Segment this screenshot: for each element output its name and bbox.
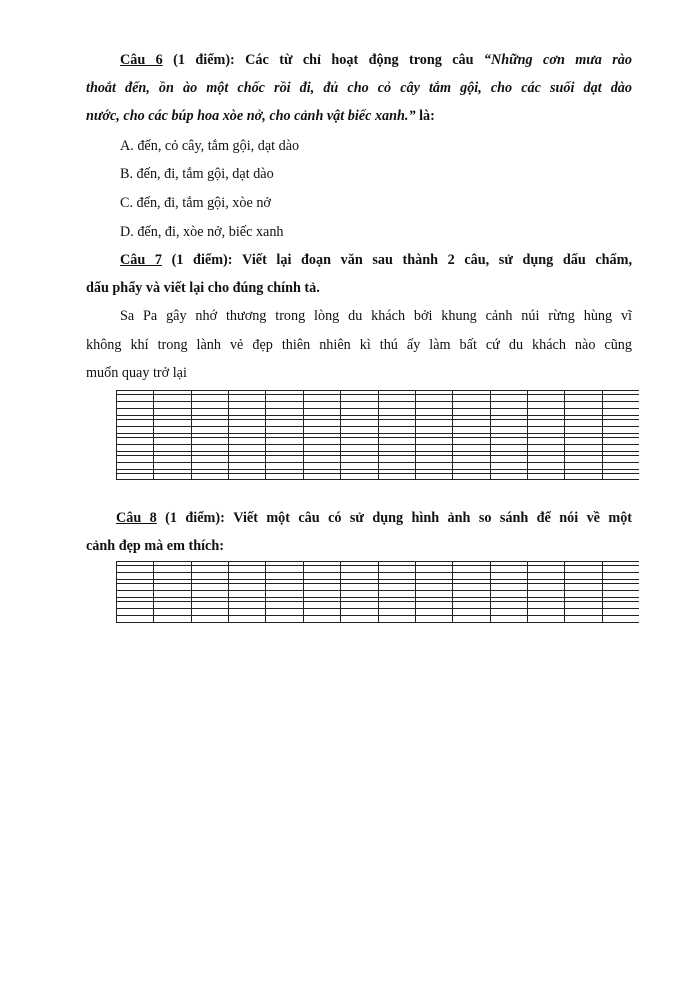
q6-line-1 — [120, 52, 632, 69]
q6-option-d: D. đến, đi, xòe nở, biếc xanh — [120, 224, 284, 240]
q7-number: Câu 7 — [120, 252, 162, 268]
q8-number: Câu 8 — [116, 510, 157, 526]
q6-option-b: B. đến, đi, tắm gội, dạt dào — [120, 166, 274, 182]
q6-line-2 — [86, 80, 632, 97]
q8-answer-grid[interactable] — [116, 561, 639, 623]
q7-answer-grid[interactable] — [116, 390, 639, 480]
q7-points: (1 điểm): — [171, 252, 233, 268]
q8-stem-part-1: Viết một câu có sử dụng hình ảnh so sánh để nói về một — [233, 510, 633, 526]
q7-line-1 — [120, 252, 632, 269]
q7-stem-part-2: dấu phẩy và viết lại cho đúng chính tả. — [86, 280, 320, 296]
q6-quote-part-1: “Những cơn mưa rào — [483, 52, 632, 68]
q6-stem: Các từ chỉ hoạt động trong câu — [245, 52, 474, 68]
q6-points: (1 điểm): — [173, 52, 235, 68]
q7-passage-line-3: muốn quay trở lại — [86, 365, 187, 381]
q6-option-a: A. đến, cỏ cây, tắm gội, dạt dào — [120, 138, 300, 154]
q6-quote-part-2: thoắt đến, ồn ào một chốc rồi đi, đủ cho cỏ cây tắm gội, cho các suối dạt dào — [86, 80, 632, 96]
q6-quote-part-3: nước, cho các búp hoa xòe nở, cho cảnh vật biếc xanh.” — [86, 108, 416, 124]
q8-points: (1 điểm): — [165, 510, 225, 526]
q6-option-c: C. đến, đi, tắm gội, xòe nở — [120, 195, 271, 211]
q7-stem-part-1: Viết lại đoạn văn sau thành 2 câu, sử dụng dấu chấm, — [242, 252, 633, 268]
q6-number: Câu 6 — [120, 52, 163, 68]
q6-line-3 — [86, 108, 435, 125]
q8-stem-part-2: cảnh đẹp mà em thích: — [86, 538, 224, 554]
q8-line-1 — [116, 510, 632, 527]
q7-passage-line-1: Sa Pa gây nhớ thương trong lòng du khách bởi khung cảnh núi rừng hùng vĩ — [120, 308, 632, 324]
q6-tail: là: — [419, 108, 435, 124]
q7-passage-line-2: không khí trong lành vẻ đẹp thiên nhiên kì thú ấy làm bất cứ du khách nào cũng — [86, 337, 632, 353]
